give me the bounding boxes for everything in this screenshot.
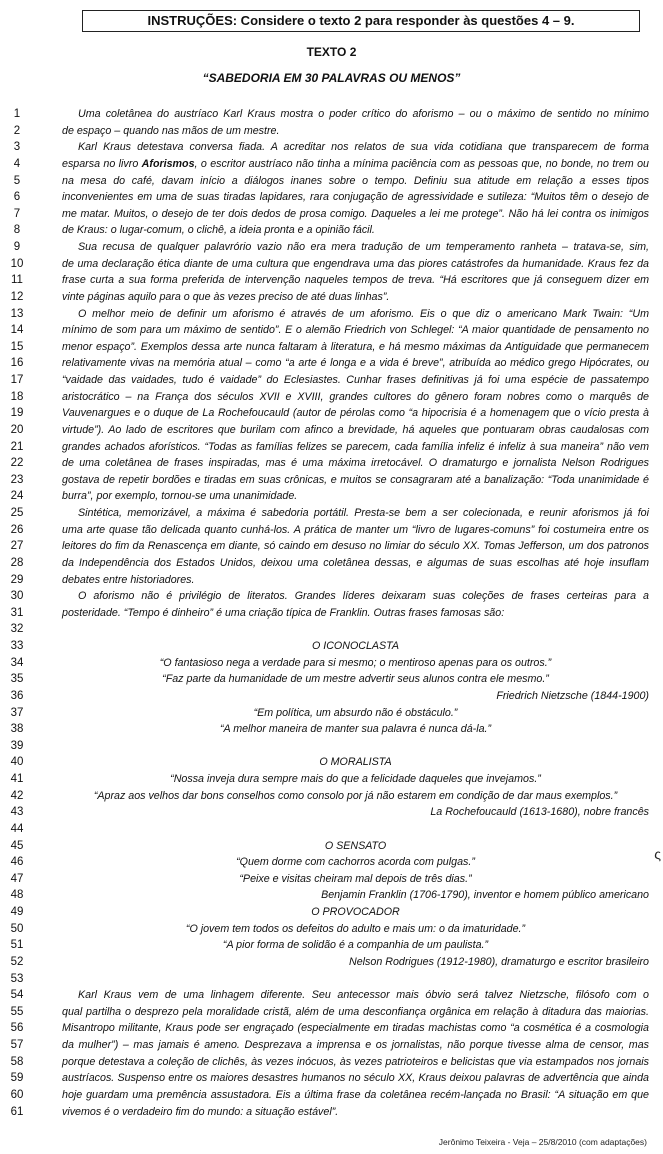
line-number: 58 [10, 1055, 24, 1068]
line-text: “Nossa inveja dura sempre mais do que a felicidade daqueles que invejamos.” [170, 773, 541, 785]
line-number: 6 [13, 191, 21, 204]
line-number: 42 [10, 789, 24, 802]
line-text: Misantropo militante, Kraus pode ser engraçado (especialmente em tiradas machistas como “a cosmética é a cosmologia [62, 1022, 649, 1035]
text-line [0, 206, 663, 223]
line-number: 46 [10, 856, 24, 869]
line-text: “A melhor maneira de manter sua palavra é nunca dá-la.” [219, 723, 492, 736]
line-text: “Peixe e visitas cheiram mal depois de três dias.” [239, 872, 472, 885]
line-number: 61 [10, 1105, 24, 1118]
line-text: O melhor meio de definir um aforismo é através de um aforismo. Eis o que diz o americano Mark Twain: “Um [78, 307, 649, 320]
line-number: 28 [10, 556, 24, 569]
line-number: 12 [10, 290, 24, 303]
line-text: “O jovem tem todos os defeitos do adulto e mais um: o da imaturidade.” [185, 922, 526, 935]
line-number: 20 [10, 423, 24, 436]
line-text: Nelson Rodrigues (1912-1980), dramaturgo e escritor brasileiro [349, 955, 649, 968]
text-line [0, 488, 663, 505]
text-line [0, 721, 663, 738]
text-line [0, 372, 663, 389]
text-line [0, 139, 663, 156]
text-line [0, 422, 663, 439]
line-number: 21 [10, 440, 24, 453]
line-number: 2 [13, 124, 21, 137]
line-number: 45 [10, 839, 24, 852]
text-line [0, 322, 663, 339]
line-text: Uma coletânea do austríaco Karl Kraus mostra o poder crítico do aforismo – ou o máximo de sentido no mínimo [78, 108, 649, 120]
text-line [0, 705, 663, 722]
text-line [0, 289, 663, 306]
line-number: 47 [10, 872, 24, 885]
line-number: 31 [10, 606, 24, 619]
text-line [0, 605, 663, 622]
line-number: 44 [10, 822, 24, 835]
line-number: 30 [10, 590, 24, 603]
text-line [0, 239, 663, 256]
line-text: La Rochefoucauld (1613-1680), nobre francês [430, 806, 649, 819]
line-number: 50 [10, 922, 24, 935]
line-text: “Em política, um absurdo não é obstáculo.” [253, 706, 458, 719]
line-text: menor espaço”. Exemplos dessa arte nunca faltaram à literatura, e há mesmo máximas da Antiguidade que permanecem [62, 340, 649, 353]
text-line [0, 355, 663, 372]
text-line [0, 671, 663, 688]
line-number: 36 [10, 689, 24, 702]
text-line [0, 522, 663, 539]
line-number: 19 [10, 407, 24, 420]
text-line [0, 921, 663, 938]
text-line [0, 455, 663, 472]
text-line [0, 621, 663, 638]
line-text: O SENSATO [324, 839, 387, 852]
line-number: 37 [10, 706, 24, 719]
line-text: vivemos é o verdadeiro fim do mundo: a situação estável”. [62, 1105, 339, 1118]
line-number: 35 [10, 673, 24, 686]
text-line [0, 222, 663, 239]
line-text: O MORALISTA [319, 756, 392, 769]
line-text: “O fantasioso nega a verdade para si mesmo; o mentiroso apenas para os outros.” [159, 656, 552, 669]
line-number: 55 [10, 1005, 24, 1018]
text-line [0, 156, 663, 173]
line-text: grandes achados aforísticos. “Todas as famílias felizes se parecem, cada família infeliz é infeliz à sua maneira” não vem [62, 440, 649, 453]
line-number: 32 [10, 623, 24, 636]
text-line [0, 871, 663, 888]
text-line [0, 272, 663, 289]
line-text: de uma declaração ética diante de uma cultura que engendrava uma das piores catástrofes da humanidade. Kraus fez da [62, 257, 649, 270]
line-text: Sintética, memorizável, a máxima é sabedoria portátil. Presta-se bem a ser colecionada, e reunir aforismos já foi [78, 507, 649, 519]
line-text: “Quem dorme com cachorros acorda com pulgas.” [236, 856, 475, 869]
line-number: 3 [13, 141, 21, 154]
text-line [0, 904, 663, 921]
text-line [0, 339, 663, 356]
line-number: 41 [10, 773, 24, 785]
text-line [0, 1004, 663, 1021]
line-text: austríacos. Suspenso entre os maiores desastres humanos no século XX, Kraus deixou palavras de advertência que ainda [62, 1072, 649, 1085]
text-line [0, 1087, 663, 1104]
line-number: 34 [10, 656, 24, 669]
book-title: Aforismos [141, 157, 195, 170]
line-number: 9 [13, 241, 21, 253]
text-line [0, 505, 663, 522]
line-number: 14 [10, 324, 24, 337]
text-line [0, 887, 663, 904]
line-text: de espaço – quando nas mãos de um mestre. [62, 124, 280, 137]
line-text: “A pior forma de solidão é a companhia de um paulista.” [222, 939, 489, 952]
line-text: uma arte quase tão delicada quanto cunhá-los. A prática de manter um “livro de lugares-comuns” foi costumeira entre os [62, 523, 649, 536]
line-number: 17 [10, 374, 24, 386]
line-number: 56 [10, 1022, 24, 1035]
line-number: 18 [10, 390, 24, 403]
line-number: 38 [10, 723, 24, 736]
line-text: virtude”). Ao lado de escritores que burilam com afinco a brevidade, há aqueles que pontuaram obras caudalosas com [62, 423, 649, 436]
line-number: 22 [10, 457, 24, 470]
line-text: leitores do fim da Renascença em diante, só caindo em desuso no limiar do século XX. Tomas Jefferson, um dos patronos [62, 540, 649, 553]
text-line [0, 256, 663, 273]
line-number: 23 [10, 473, 24, 486]
line-number: 49 [10, 906, 24, 918]
line-number: 33 [10, 640, 24, 652]
text-line [0, 1070, 663, 1087]
line-number: 26 [10, 523, 24, 536]
line-text: relativamente vivas na memória atual – como “a arte é longa e a vida é breve”, atribuída ao médico grego Hipócrates, ou [62, 357, 649, 370]
line-number: 40 [10, 756, 24, 769]
line-number: 27 [10, 540, 24, 553]
line-number: 60 [10, 1088, 24, 1101]
line-number: 29 [10, 573, 24, 586]
line-text: mínimo de som para um máximo de sentido”. E o alemão Friedrich von Schlegel: “A maior quantidade de pensamento no [62, 324, 649, 337]
text-line [0, 106, 663, 123]
line-text: aristocrático – na França dos séculos XVII e XVIII, grandes cultores do gênero foram nobres como o marquês de [62, 390, 649, 403]
line-text: hoje guardam uma premência assustadora. Eis a última frase da coletânea recém-lançada no Brasil: “A situação em que [62, 1088, 649, 1101]
line-number: 16 [10, 357, 24, 370]
line-number: 25 [10, 507, 24, 519]
text-line [0, 555, 663, 572]
line-number: 39 [10, 739, 24, 752]
text-line [0, 123, 663, 140]
line-number: 5 [13, 174, 21, 187]
line-text: de uma coletânea de frases inspiradas, mas é uma máxima irretocável. O dramaturgo e jornalista Nelson Rodrigues [62, 457, 649, 470]
line-text: vinte páginas aquilo para o que às vezes preciso de até duas linhas”. [62, 290, 390, 303]
line-number: 53 [10, 972, 24, 985]
line-text: da mulher”) – mas jamais é ameno. Desprezava a imprensa e os jornalistas, não porque tivesse alma de censor, mas [62, 1039, 649, 1051]
text-line [0, 804, 663, 821]
text-line [0, 1054, 663, 1071]
text-line [0, 538, 663, 555]
text-line [0, 838, 663, 855]
line-text: Vauvenargues e o duque de La Rochefoucauld (autor de pérolas como “a hipocrisia é a homenagem que o vício presta à [62, 407, 649, 420]
margin-mark: ς [654, 846, 661, 862]
line-text: Karl Kraus detestava conversa fiada. A acreditar nos relatos de sua vida cotidiana que transparecem de forma [78, 141, 649, 154]
line-number: 10 [10, 257, 24, 270]
line-number: 13 [10, 307, 24, 320]
line-number: 15 [10, 340, 24, 353]
text-line [0, 1020, 663, 1037]
line-text: O PROVOCADOR [311, 906, 400, 918]
line-text: “Apraz aos velhos dar bons conselhos como consolo por já não estarem em condição de dar maus exemplos.” [93, 789, 618, 802]
text-line [0, 189, 663, 206]
line-number: 1 [13, 108, 21, 120]
text-line [0, 572, 663, 589]
text-line [0, 1037, 663, 1054]
line-text: O ICONOCLASTA [311, 640, 400, 652]
text-line [0, 788, 663, 805]
text-line [0, 1104, 663, 1121]
line-text: Benjamin Franklin (1706-1790), inventor e homem público americano [321, 889, 649, 902]
text-label: TEXTO 2 [306, 45, 357, 59]
line-text: posteridade. “Tempo é dinheiro” é uma criação típica de Franklin. Outras frases famosas são: [62, 606, 505, 619]
line-text: na mesa do café, davam início a diálogos inanes sobre o tempo. Definiu sua atitude em relação a esses tipos [62, 174, 649, 187]
line-number: 59 [10, 1072, 24, 1085]
line-text: gostava de repetir bordões e tiradas em suas crônicas, e muitos se consagraram até a banalização: “Toda unanimidade é [62, 473, 649, 486]
line-number: 24 [10, 490, 24, 503]
text-line [0, 754, 663, 771]
article-title: “SABEDORIA EM 30 PALAVRAS OU MENOS” [202, 71, 461, 85]
line-text: porque detestava a coleção de clichês, às vezes inócuos, às vezes patrioteiros e belicistas que via estampados nos jornais [62, 1055, 649, 1068]
line-text: qual partilha o desprezo pela moralidade cristã, além de uma desconfiança orgânica em relação à ditadura das maiorias. [62, 1005, 649, 1018]
text-line [0, 954, 663, 971]
line-number: 4 [13, 157, 21, 170]
line-text: Sua recusa de qualquer palavrório vazio não era mera tradução de um temperamento ranheta – tratava-se, sim, [78, 241, 649, 253]
line-text: da Independência dos Estados Unidos, deixou uma coletânea dessas, e algumas de suas escolhas até hoje insuflam [62, 556, 649, 569]
line-number: 8 [13, 224, 21, 237]
line-text: esparsa no livro Aforismos, o escritor austríaco não tinha a mínima paciência com as pessoas que, no bonde, no trem ou [62, 157, 649, 170]
text-line [0, 688, 663, 705]
text-line [0, 987, 663, 1004]
text-line [0, 173, 663, 190]
text-line [0, 971, 663, 988]
line-text: inconvenientes em uma de suas tiradas lapidares, rara conjugação de agressividade e sutileza: “Muitos têm o desejo de [62, 191, 649, 204]
line-number: 11 [11, 274, 23, 287]
line-text: Friedrich Nietzsche (1844-1900) [496, 689, 649, 702]
text-line [0, 771, 663, 788]
text-line [0, 738, 663, 755]
line-number: 57 [10, 1039, 24, 1051]
source-credit: Jerônimo Teixeira - Veja – 25/8/2010 (com adaptações) [438, 1137, 647, 1147]
line-text: debates entre historiadores. [62, 573, 195, 586]
line-text: de Kraus: o lugar-comum, o clichê, a ideia pronta e a opinião fácil. [62, 224, 375, 237]
text-line [0, 937, 663, 954]
line-number: 52 [10, 955, 24, 968]
text-line [0, 389, 663, 406]
text-line [0, 655, 663, 672]
instructions-banner: INSTRUÇÕES: Considere o texto 2 para responder às questões 4 – 9. [82, 10, 640, 32]
line-number: 7 [13, 207, 21, 220]
line-text: frase curta a sua forma preferida de intervenção naqueles tempos de treva. “Há escritores que já conseguem dizer em [62, 274, 649, 287]
text-line [0, 405, 663, 422]
text-line [0, 439, 663, 456]
line-text: O aforismo não é privilégio de literatos. Grandes líderes deixaram suas coleções de frases certeiras para a [78, 590, 649, 603]
line-text: me matar. Muitos, o desejo de ter dois dedos de prosa comigo. Daqueles a lei me protege”. Não há lei contra os inimigos [62, 207, 649, 220]
text-line [0, 854, 663, 871]
text-line [0, 588, 663, 605]
line-number: 43 [10, 806, 24, 819]
line-text: burra”, por exemplo, tornou-se uma unanimidade. [62, 490, 298, 503]
line-number: 54 [10, 989, 24, 1002]
line-text: “vaidade das vaidades, tudo é vaidade” do Eclesiastes. Cunhar frases definitivas já foi uma espécie de passatempo [62, 374, 649, 386]
line-number: 48 [10, 889, 24, 902]
line-number: 51 [10, 939, 24, 952]
text-line [0, 821, 663, 838]
numbered-text-body [0, 106, 663, 1120]
text-line [0, 472, 663, 489]
line-text: “Faz parte da humanidade de um mestre advertir seus alunos contra ele mesmo.” [162, 673, 549, 686]
text-line [0, 638, 663, 655]
line-text: Karl Kraus vem de uma linhagem diferente. Seu antecessor mais óbvio será talvez Nietzsche, filósofo com o [78, 989, 649, 1002]
text-line [0, 306, 663, 323]
